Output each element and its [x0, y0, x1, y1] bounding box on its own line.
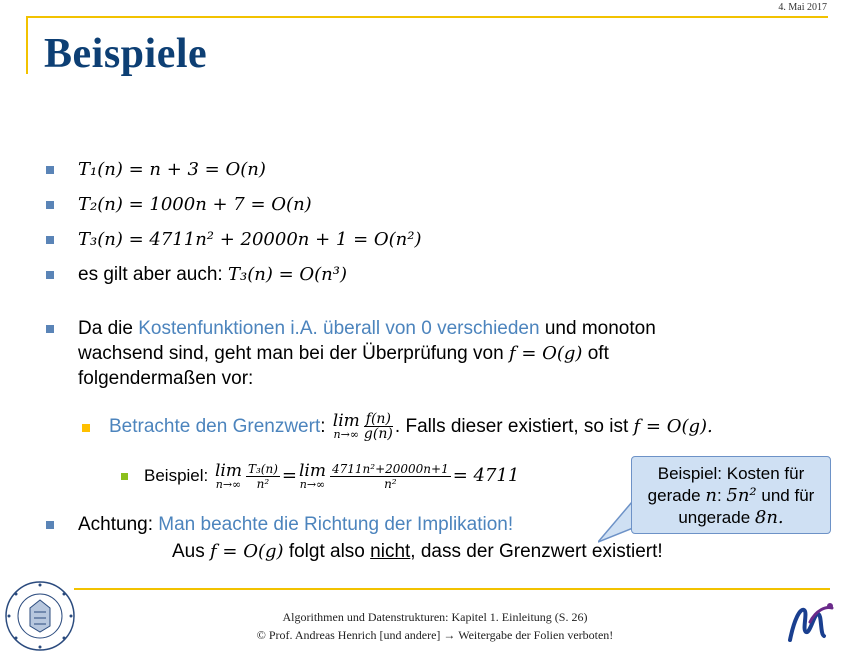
- limit-operator: [214, 460, 242, 491]
- bullet-attention-line1: [78, 513, 513, 537]
- text: Beispiel:: [144, 466, 213, 485]
- sub-bullet-marker: [82, 424, 90, 432]
- math: 8n.: [754, 507, 784, 528]
- bullet-cost-functions-line1: [78, 317, 656, 341]
- text: Achtung:: [78, 514, 159, 535]
- bullet-also-text: es gilt aber auch:: [78, 264, 228, 285]
- text: gerade: [647, 486, 706, 505]
- highlight-text: Betrachte den Grenzwert: [109, 416, 321, 437]
- bullet-marker: [46, 201, 54, 209]
- lim-text: lim: [214, 460, 242, 481]
- highlight-text: Kostenfunktionen i.A. überall von 0 verschieden: [138, 318, 540, 339]
- underlined-text: nicht: [370, 541, 411, 562]
- callout-line1: Beispiel: Kosten für: [657, 464, 805, 483]
- callout-box: [631, 456, 831, 534]
- bullet-marker: [46, 166, 54, 174]
- bullet-marker: [46, 236, 54, 244]
- bullet-also: [78, 263, 347, 287]
- footer-line1: Algorithmen und Datenstrukturen: Kapitel 1. Einleitung (S. 26): [282, 610, 588, 624]
- text: und monoton: [539, 318, 656, 339]
- text: oft: [582, 343, 609, 364]
- denominator: n²: [256, 477, 270, 492]
- text: . Falls dieser existiert, so ist: [394, 416, 634, 437]
- bullet-marker: [46, 271, 54, 279]
- text: folgt also: [283, 541, 371, 562]
- bullet-marker: [46, 325, 54, 333]
- lim-subscript: n→∞: [215, 477, 242, 491]
- slide-date: 4. Mai 2017: [778, 2, 827, 13]
- text: wachsend sind, geht man bei der Überprüfung von: [78, 343, 509, 364]
- lim-subscript: n→∞: [299, 477, 326, 491]
- math: f = O(g).: [633, 416, 713, 437]
- fraction-f-over-g: [364, 412, 393, 441]
- callout-line3: [632, 507, 830, 529]
- limit-operator: [332, 410, 360, 441]
- university-seal-icon: [4, 580, 76, 652]
- text: , dass der Grenzwert existiert!: [410, 541, 663, 562]
- text: Aus: [172, 541, 211, 562]
- footer: [150, 608, 720, 644]
- title-rule-left: [26, 16, 28, 74]
- math: 5n²: [726, 485, 757, 506]
- bullet-t2: T₂(n) = 1000n + 7 = O(n): [78, 194, 312, 215]
- text: :: [716, 486, 727, 505]
- text: Da die: [78, 318, 139, 339]
- title-rule-top: [26, 16, 828, 18]
- limit-operator: [298, 460, 326, 491]
- chair-logo-icon: [786, 600, 834, 644]
- bullet-marker: [46, 521, 54, 529]
- numerator: 4711n²+20000n+1: [331, 462, 449, 477]
- footer-rule: [74, 588, 830, 590]
- fraction-polynomial: [330, 462, 451, 491]
- footer-line2: © Prof. Andreas Henrich [und andere] → Weitergabe der Folien verboten!: [256, 628, 614, 642]
- sub-sub-bullet-marker: [121, 473, 128, 480]
- slide-title: Beispiele: [44, 31, 208, 77]
- denominator: n²: [384, 477, 397, 492]
- numerator: T₃(n): [247, 462, 278, 477]
- fraction-t3-over-n2: [246, 462, 280, 491]
- bullet-cost-functions-line2: [78, 342, 609, 366]
- bullet-t3: T₃(n) = 4711n² + 20000n + 1 = O(n²): [78, 229, 422, 250]
- denominator: g(n): [363, 426, 393, 443]
- highlight-text: Man beachte die Richtung der Implikation!: [158, 514, 514, 535]
- lim-text: lim: [332, 410, 360, 431]
- sub-bullet-limit: [109, 407, 713, 447]
- lim-text: lim: [298, 460, 326, 481]
- math: f = O(g): [210, 541, 284, 562]
- lim-subscript: n→∞: [333, 427, 360, 441]
- text: ungerade: [678, 508, 755, 527]
- callout-line2: [632, 485, 830, 507]
- text: :: [320, 416, 331, 437]
- bullet-t1: T₁(n) = n + 3 = O(n): [78, 159, 266, 180]
- math: f = O(g): [508, 343, 583, 364]
- bullet-also-math: T₃(n) = O(n³): [227, 264, 347, 285]
- sub-sub-bullet-example: [144, 458, 519, 494]
- math: n: [705, 485, 717, 506]
- bullet-cost-functions-line3: folgendermaßen vor:: [78, 368, 254, 389]
- text: und für: [756, 486, 815, 505]
- bullet-attention-line2: [172, 540, 663, 564]
- numerator: f(n): [365, 411, 391, 428]
- equals: =: [281, 465, 297, 486]
- result: = 4711: [452, 465, 520, 486]
